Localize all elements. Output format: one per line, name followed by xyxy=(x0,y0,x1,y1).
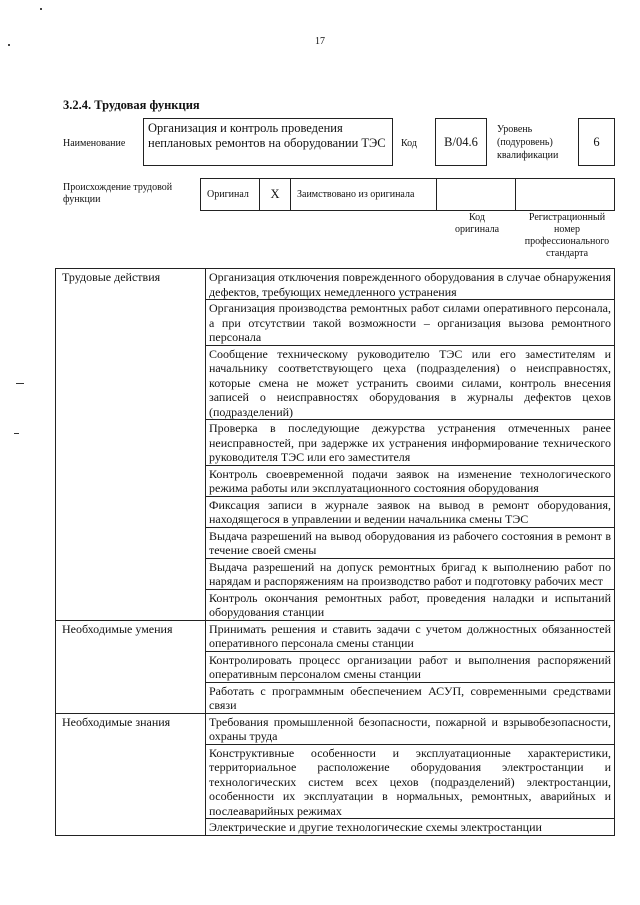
table-cell: Проверка в последующие дежурства устранения отмеченных ранее неисправностей, при задержке их устранения информирование технического руководителя ТЭС или его заместителя xyxy=(206,420,615,466)
name-label: Наименование xyxy=(63,138,126,149)
original-mark-cell xyxy=(259,178,291,211)
competency-table xyxy=(55,268,615,836)
margin-mark xyxy=(14,433,19,434)
table-cell: Организация производства ремонтных работ силами оперативного персонала, а при отсутствии такой возможности – организация вызова ремонтного персонала xyxy=(206,300,615,346)
origin-label: Происхождение трудовой функции xyxy=(63,182,173,205)
level-label: Уровень (подуровень) квалификации xyxy=(497,124,559,161)
reg-number-caption: Регистрационный номер профессионального стандарта xyxy=(524,212,610,259)
code-value-box xyxy=(435,118,487,166)
page-number: 17 xyxy=(315,36,325,47)
table-cell: Конструктивные особенности и эксплуатационные характеристики, территориальное расположение оборудования электростанции и технологических систем всех цехов (подразделений) электростанции, особенности их эксплуатации в нормальных, ремонтных, аварийных и послеаварийных режимах xyxy=(206,744,615,819)
table-cell: Организация отключения поврежденного оборудования в случае обнаружения дефектов, требующих немедленного устранения xyxy=(206,269,615,300)
table-cell: Работать с программным обеспечением АСУП, современными средствами связи xyxy=(206,682,615,713)
code-value: B/04.6 xyxy=(444,134,478,149)
table-cell: Контроль окончания ремонтных работ, проведения наладки и испытаний оборудования станции xyxy=(206,589,615,620)
original-cell xyxy=(200,178,260,211)
table-row xyxy=(56,269,615,300)
borrowed-label: Заимствовано из оригинала xyxy=(297,189,415,200)
section-title: 3.2.4. Трудовая функция xyxy=(63,98,200,112)
table-row xyxy=(56,713,615,744)
table-cell: Электрические и другие технологические схемы электростанции xyxy=(206,819,615,836)
borrowed-cell xyxy=(290,178,437,211)
function-name: Организация и контроль проведения неплановых ремонтов на оборудовании ТЭС xyxy=(148,121,386,150)
table-cell: Принимать решения и ставить задачи с учетом должностных обязанностей оперативного персонала смены станции xyxy=(206,620,615,651)
table-row xyxy=(56,620,615,651)
margin-mark xyxy=(16,383,24,384)
table-cell: Контролировать процесс организации работ и выполнения распоряжений оперативным персоналом смены станции xyxy=(206,651,615,682)
reg-number-cell xyxy=(515,178,615,211)
original-label: Оригинал xyxy=(207,189,249,200)
table-cell: Выдача разрешений на вывод оборудования из рабочего состояния в ремонт в течение своей смены xyxy=(206,527,615,558)
margin-mark xyxy=(40,8,42,10)
table-cell: Выдача разрешений на допуск ремонтных бригад к выполнению работ по нарядам и распоряжениям на производство работ и подготовку рабочих мест xyxy=(206,558,615,589)
table-cell: Контроль своевременной подачи заявок на изменение технологического режима работы или эксплуатационного состояния оборудования xyxy=(206,465,615,496)
code-original-cell xyxy=(436,178,516,211)
code-label: Код xyxy=(401,138,417,149)
category-cell: Необходимые знания xyxy=(56,713,206,835)
function-name-box xyxy=(143,118,393,166)
table-cell: Требования промышленной безопасности, пожарной и взрывобезопасности, охраны труда xyxy=(206,713,615,744)
level-value-box xyxy=(578,118,615,166)
level-value: 6 xyxy=(593,134,600,149)
category-cell: Необходимые умения xyxy=(56,620,206,713)
code-original-caption: Код оригинала xyxy=(454,212,500,235)
table-cell: Фиксация записи в журнале заявок на вывод в ремонт оборудования, находящегося в управлении и ведении начальника смены ТЭС xyxy=(206,496,615,527)
category-cell: Трудовые действия xyxy=(56,269,206,621)
original-mark: X xyxy=(270,187,280,201)
table-cell: Сообщение техническому руководителю ТЭС или его заместителям и начальнику соответствующего цеха (подразделения) о неисправностях, которые смена не может устранить своими силами, контроль внесения записей о неисправностях оборудования в журналы дефектов цехов (подразделений) xyxy=(206,345,615,420)
